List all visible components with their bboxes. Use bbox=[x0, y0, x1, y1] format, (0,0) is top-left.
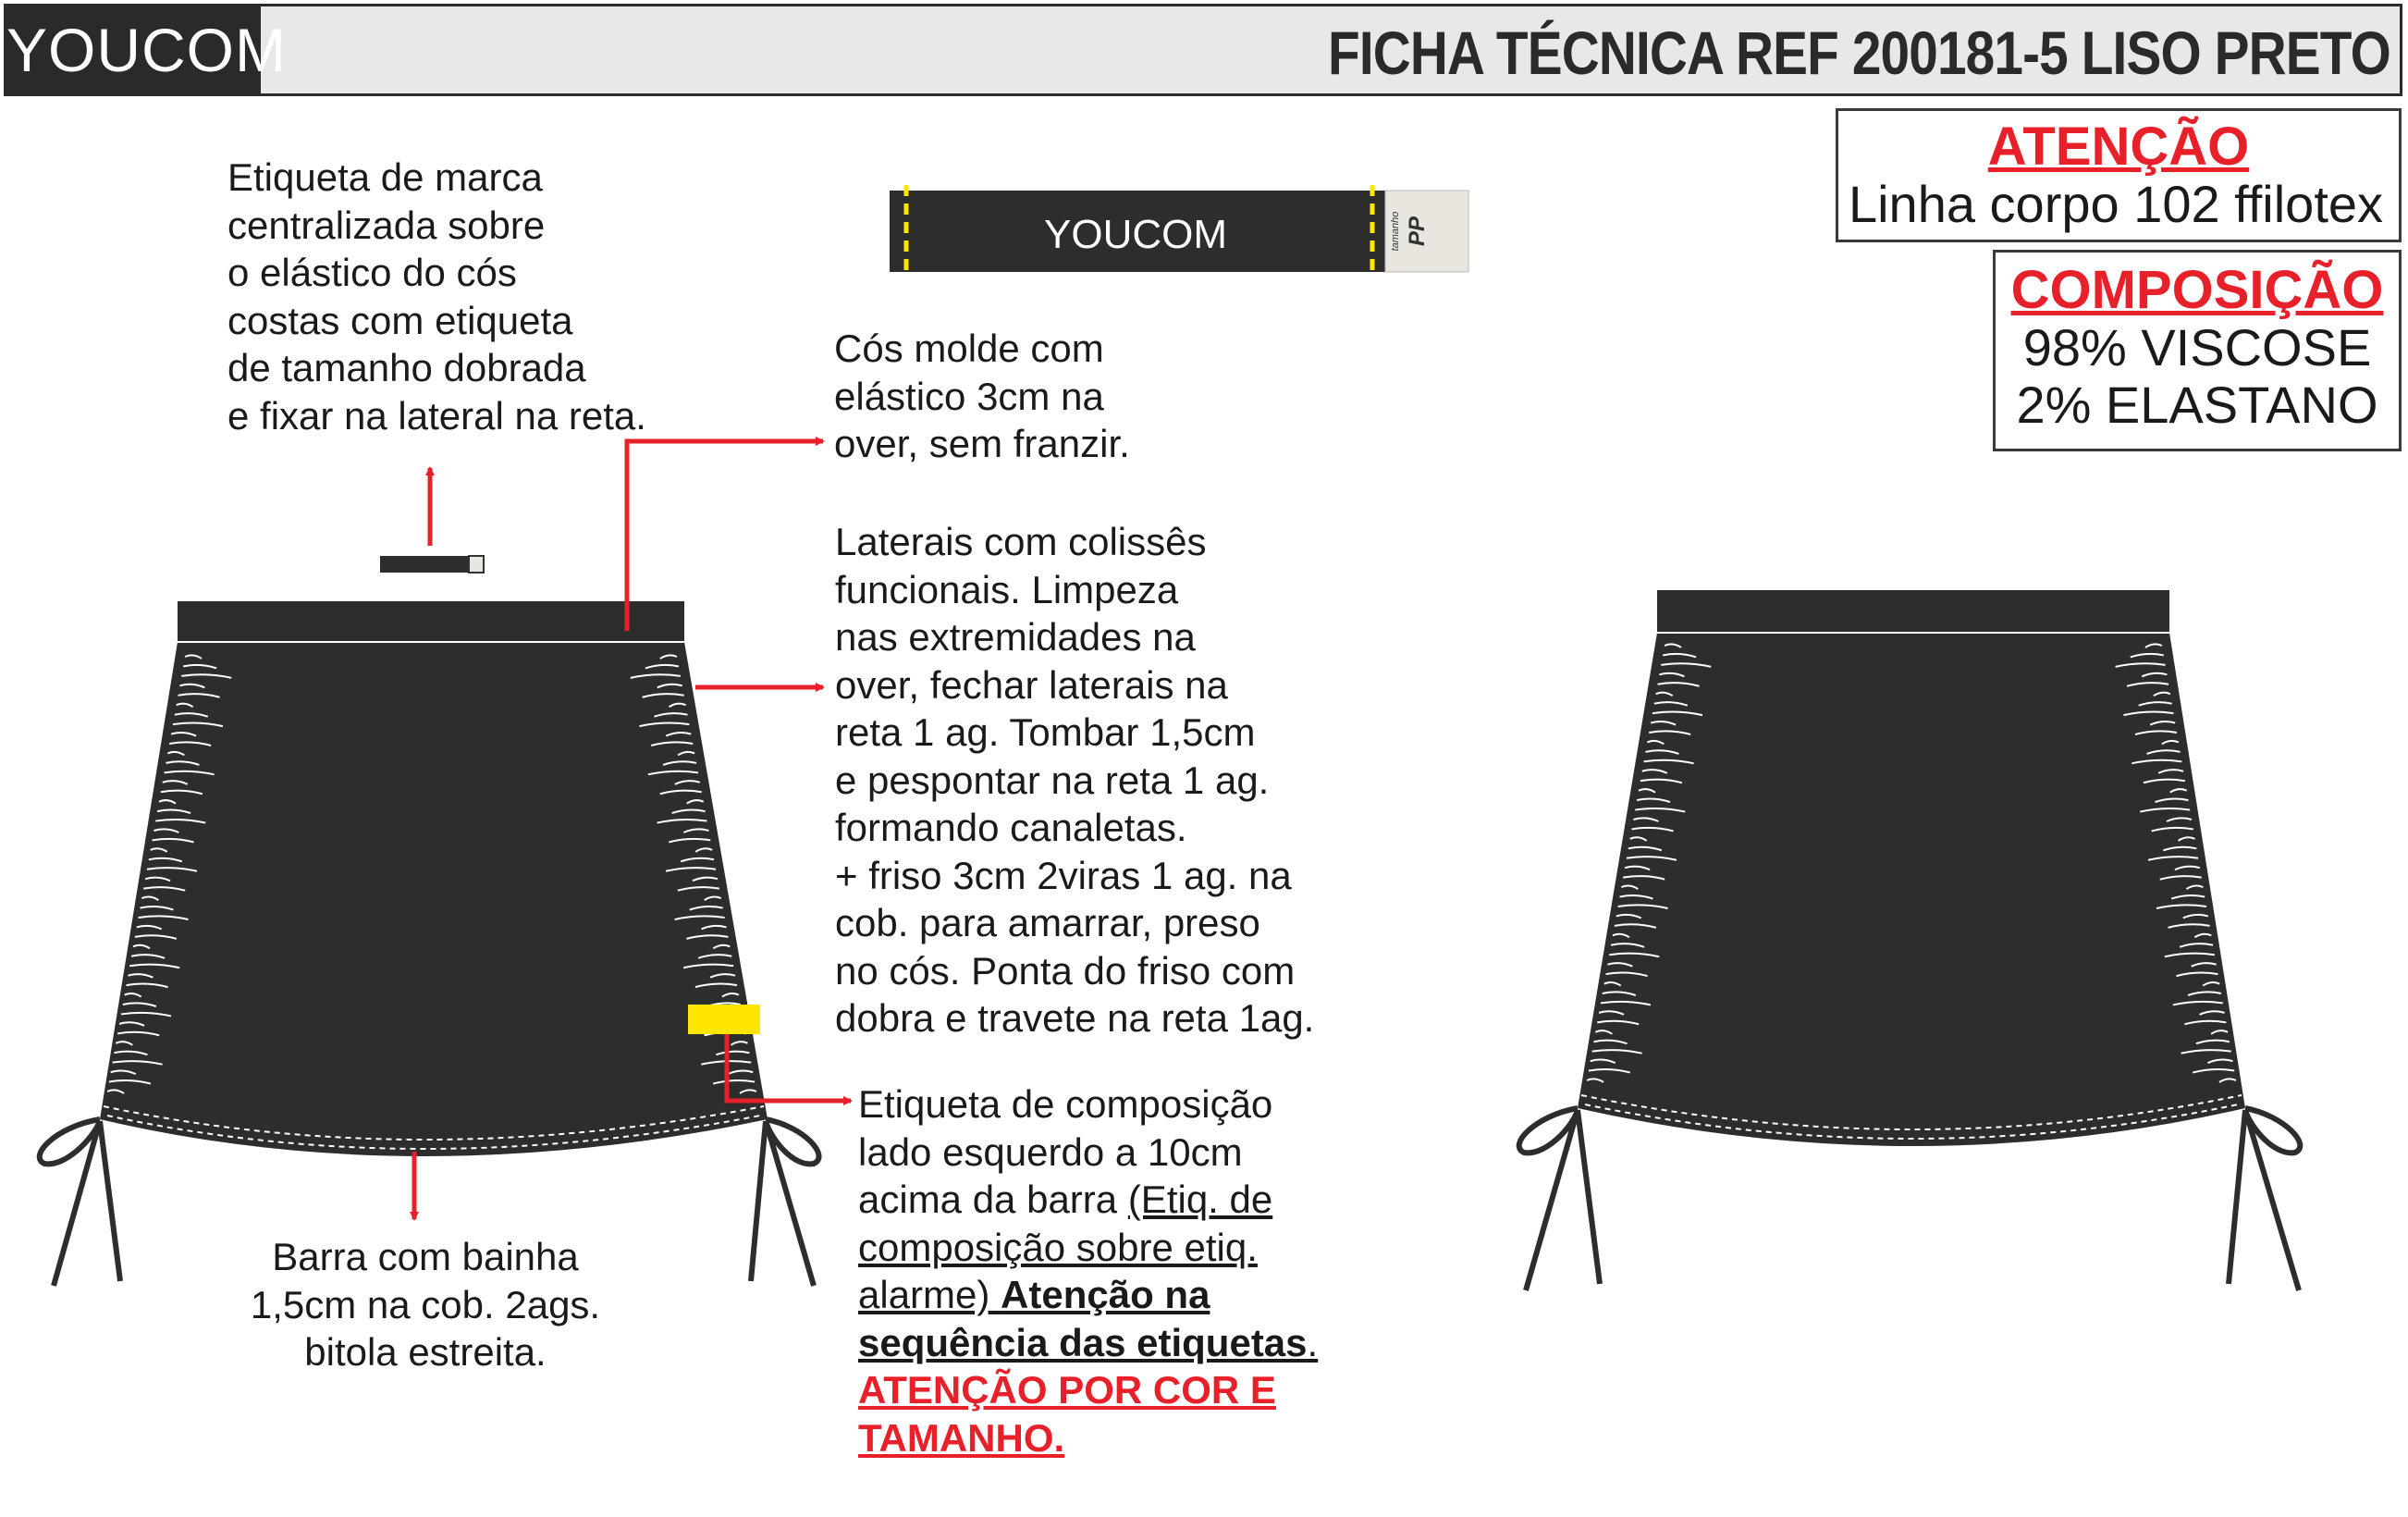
label-size: PP bbox=[1405, 216, 1430, 247]
note-composition-plain: Etiqueta de composição lado esquerdo a 10cm acima da barra bbox=[858, 1082, 1273, 1221]
back-skirt-drawing bbox=[1519, 590, 2301, 1290]
note-composition-bold: Atenção na sequência das etiquetas bbox=[858, 1273, 1308, 1364]
note-composition-red: ATENÇÃO POR COR E TAMANHO. bbox=[858, 1368, 1276, 1460]
note-sides: Laterais com colissês funcionais. Limpeza nas extremidades na over, fechar laterais na reta 1 ag. Tombar 1,5cm e pespontar na reta 1 ag. formando canaletas. + friso 3cm 2viras 1 ag. na cob. para amarrar, preso no cós. Ponta do friso com dobra e travete na reta 1ag. bbox=[835, 520, 1315, 1040]
note-hem: Barra com bainha 1,5cm na cob. 2ags. bitola estreita. bbox=[250, 1235, 601, 1374]
front-skirt-drawing bbox=[40, 601, 819, 1286]
note-composition-period: . bbox=[1307, 1320, 1319, 1364]
note-composition-underlined: (Etiq. de composição sobre etiq. alarme) bbox=[858, 1178, 1273, 1316]
composition-line-2: 2% ELASTANO bbox=[2016, 376, 2378, 434]
brand-logo: YOUCOM bbox=[6, 6, 261, 93]
small-brand-label-icon bbox=[380, 556, 484, 573]
note-waistband: Cós molde com elástico 3cm na over, sem franzir. bbox=[834, 327, 1130, 465]
page-title: FICHA TÉCNICA REF 200181-5 LISO PRETO bbox=[1328, 18, 2390, 87]
label-size-caption: tamanho bbox=[1390, 211, 1401, 252]
note-composition-label bbox=[858, 1080, 1318, 1462]
composition-line-1: 98% VISCOSE bbox=[2022, 318, 2372, 376]
attention-heading: ATENÇÃO bbox=[1987, 117, 2250, 177]
brand-label-sample bbox=[890, 185, 1468, 278]
note-brand-label: Etiqueta de marca centralizada sobre o elástico do cós costas com etiqueta de tamanho dobrada e fixar na lateral na reta. bbox=[227, 155, 646, 438]
composition-heading: COMPOSIÇÃO bbox=[2010, 260, 2384, 320]
label-brand-text: YOUCOM bbox=[1044, 212, 1227, 257]
attention-text: Linha corpo 102 ffilotex bbox=[1848, 175, 2384, 233]
